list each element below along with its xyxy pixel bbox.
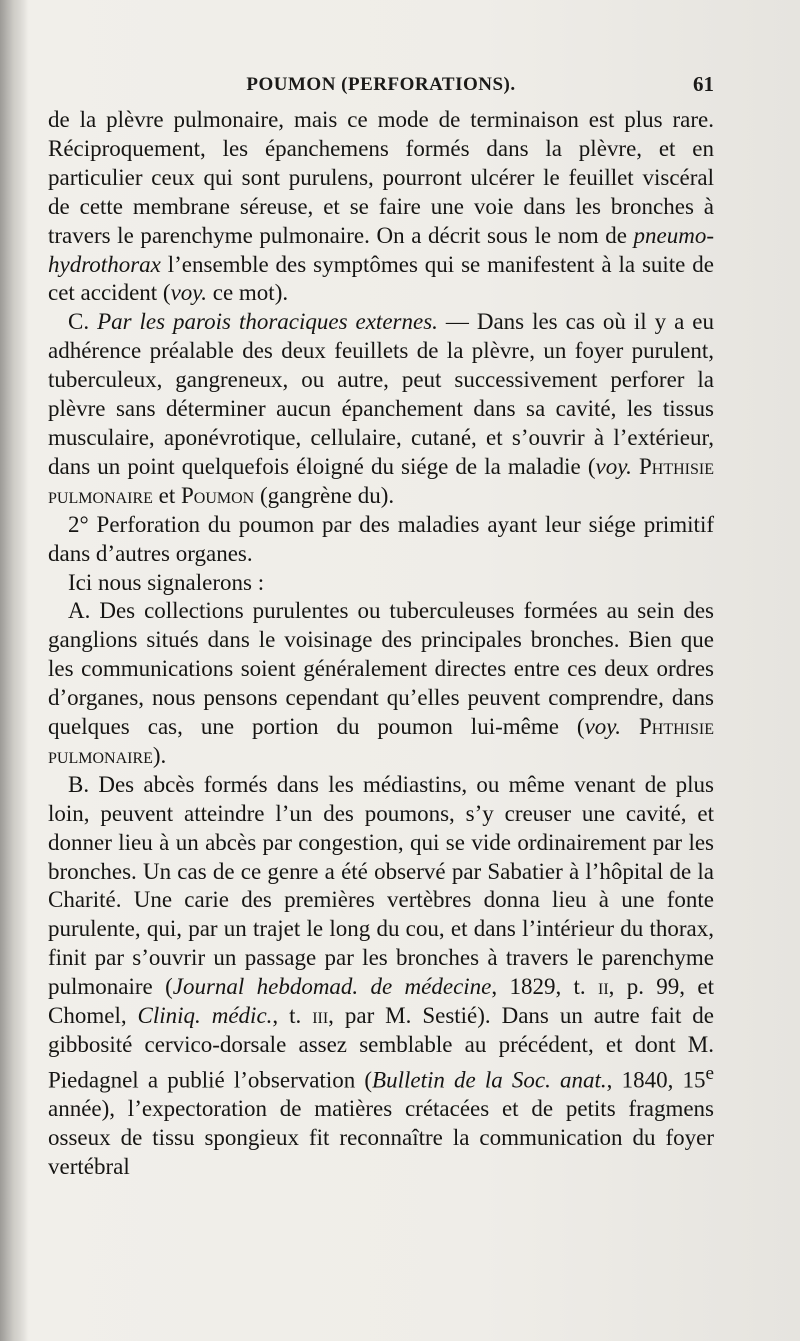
italic-run: voy. xyxy=(170,280,207,306)
paragraph-purulent-collections xyxy=(48,597,714,770)
running-head: POUMON (PERFORATIONS). xyxy=(246,74,516,95)
text-run: Ici nous signalerons : xyxy=(68,569,265,595)
text-run: ce mot). xyxy=(207,280,289,306)
text-run: année), l’expectoration de matières crétacées et de petits fragmens osseux de tissu spongieux fit reconnaître la communication du foyer vertébral xyxy=(48,1096,714,1180)
paragraph-perforation-other-organs xyxy=(48,511,714,569)
italic-run: voy. xyxy=(584,714,621,740)
text-run: et xyxy=(152,482,181,508)
body-text xyxy=(48,106,714,1182)
text-run: , p. 99, et Chomel, xyxy=(48,974,714,1029)
text-run: C. xyxy=(68,309,98,335)
paragraph-thoracic-walls xyxy=(48,308,714,510)
paragraph-mediastinal-abscess xyxy=(48,771,714,1182)
italic-run: pneumo-hydrothorax xyxy=(48,222,714,277)
text-run: A. Des collections purulentes ou tuberculeuses formées au sein des ganglions situés dans le voisinage des principales bronches. Bien que les communications soient généralement directes entre ces deux ordres d’organes, nous pensons cependant qu’elles peuvent comprendre, dans quelques cas, une portion du poumon lui-même ( xyxy=(48,598,714,740)
italic-run: Journal hebdomad. de médecine xyxy=(172,974,492,1000)
italic-run: Cliniq. médic. xyxy=(137,1003,273,1029)
text-run: , 1840, 15 xyxy=(606,1067,706,1093)
paragraph-pleura-continuation xyxy=(48,106,714,308)
small-caps-run: Phthisie pulmonaire xyxy=(48,714,714,768)
italic-run: Bulletin de la Soc. anat. xyxy=(372,1067,607,1093)
small-caps-run: ii xyxy=(598,974,609,1000)
text-run: 2° Perforation du poumon par des maladies ayant leur siége primitif dans d’autres organes. xyxy=(48,511,714,566)
text-run: , par M. Sestié). Dans un autre fait de gibbosité cervico-dorsale assez semblable au précédent, et dont M. Piedagnel a publié l’observation ( xyxy=(48,1003,714,1093)
text-run: (gangrène du). xyxy=(254,482,395,508)
page-gutter-shadow xyxy=(0,0,28,1341)
page-number: 61 xyxy=(693,72,714,96)
text-run: , t. xyxy=(272,1003,313,1029)
small-caps-run: Phthisie pulmonaire xyxy=(48,453,715,508)
text-run: — Dans les cas où il y a eu adhérence préalable des deux feuillets de la plèvre, un foyer purulent, tuberculeux, gangreneux, ou autre, peut successivement perforer la plèvre sans déterminer aucun épanchement dans sa cavité, les tissus musculaire, aponévrotique, cellulaire, cutané, et s’ouvrir à l’extérieur, dans un point quelquefois éloigné du siége de la maladie ( xyxy=(48,309,714,479)
superscript-run: e xyxy=(705,1062,714,1084)
italic-run: voy. xyxy=(595,453,632,479)
text-run: ). xyxy=(152,742,167,768)
small-caps-run: iii xyxy=(312,1003,329,1029)
italic-run: Par les parois thoraciques externes. xyxy=(97,309,438,335)
paragraph-signal-intro xyxy=(48,569,714,598)
text-run: , 1829, t. xyxy=(491,974,598,1000)
page-header xyxy=(48,70,714,104)
text-run: de la plèvre pulmonaire, mais ce mode de terminaison est plus rare. Réciproquement, les épanchemens formés dans la plèvre, et en particulier ceux qui sont purulens, pourront ulcérer le feuillet viscéral de cette membrane séreuse, et se faire une voie dans les bronches à travers le parenchyme pulmonaire. On a décrit sous le nom de xyxy=(48,107,714,248)
text-run xyxy=(632,454,639,479)
text-run xyxy=(621,714,639,739)
small-caps-run: Poumon xyxy=(181,482,255,508)
text-run: B. Des abcès formés dans les médiastins, ou même venant de plus loin, peuvent atteindre l’un des poumons, s’y creuser une cavité, et donner lieu à un abcès par congestion, qui se vide ordinairement par les bronches. Un cas de ce genre a été observé par Sabatier à l’hôpital de la Charité. Une carie des premières vertèbres donna lieu à une fonte purulente, qui, par un trajet le long du cou, et dans l’intérieur du thorax, finit par s’ouvrir un passage par les bronches à travers le parenchyme pulmonaire ( xyxy=(48,771,714,1000)
text-run: l’ensemble des symptômes qui se manifestent à la suite de cet accident ( xyxy=(48,251,714,306)
